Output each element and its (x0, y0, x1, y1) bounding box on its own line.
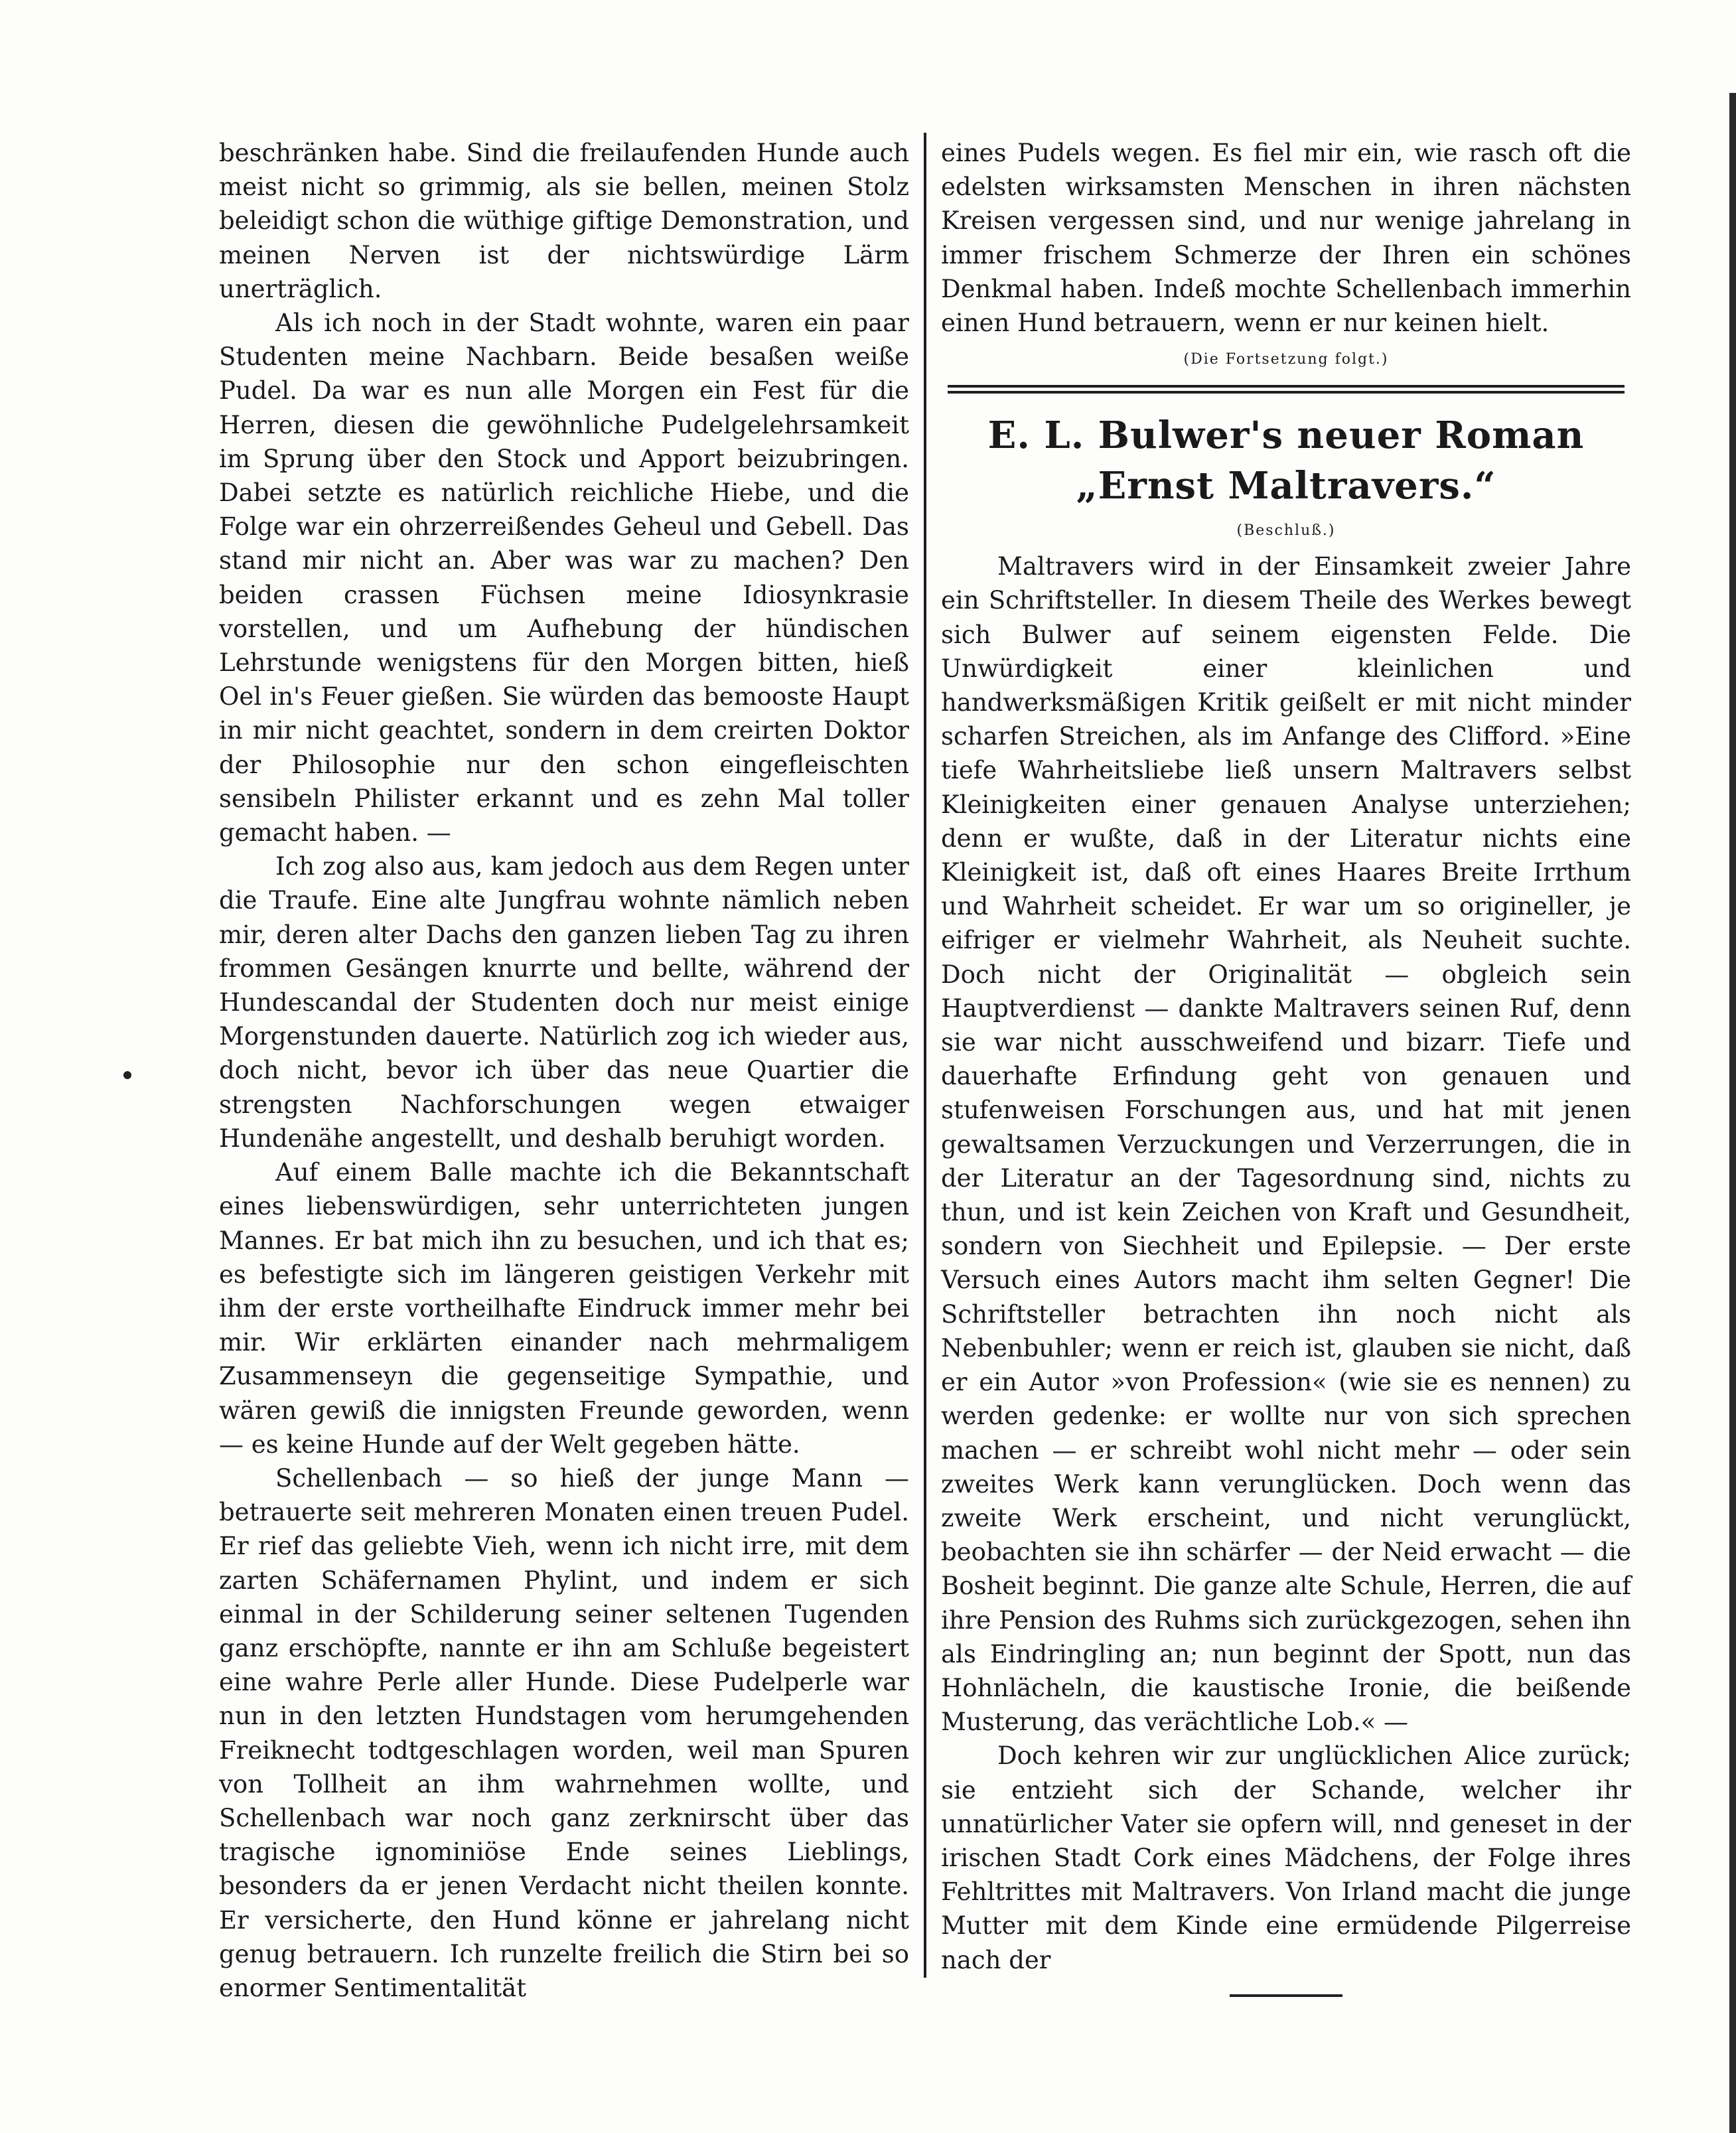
end-rule (1230, 1994, 1342, 1997)
paragraph: Als ich noch in der Stadt wohnte, waren ein paar Studenten meine Nachbarn. Beide besaßen weiße Pudel. Da war es nun alle Morgen ein Fest für die Herren, diesen die gewöhnliche Pudelgelehrsamkeit im Sprung über den Stock und Apport beizubringen. Dabei setzte es natürlich reichliche Hiebe, und die Folge war ein ohrzerreißendes Geheul und Gebell. Das stand mir nicht an. Aber was war zu machen? Den beiden crassen Füchsen meine Idiosynkrasie vorstellen, und um Aufhebung der hündischen Lehrstunde wenigstens für den Morgen bitten, hieß Oel in's Feuer gießen. Sie würden das bemooste Haupt in mir nicht geachtet, sondern in dem creirten Doktor der Philosophie nur den schon eingefleischten sensibeln Philister erkannt und es zehn Mal toller gemacht haben. — (219, 309, 909, 847)
paragraph: Schellenbach — so hieß der junge Mann — betrauerte seit mehreren Monaten einen treuen Pudel. Er rief das geliebte Vieh, wenn ich nicht irre, mit dem zarten Schäfernamen Phylint, und indem er sich einmal in der Schilderung seiner seltenen Tugenden ganz erschöpfte, nannte er ihn am Schluße begeistert eine wahre Perle aller Hunde. Diese Pudelperle war nun in den letzten Hundstagen vom herumgehenden Freiknecht todtgeschlagen worden, weil man Spuren von Tollheit an ihm wahrnehmen wollte, und Schellenbach war noch ganz zerknirscht über das tragische ignominiöse Ende seines Lieblings, besonders da er jenen Verdacht nicht theilen konnte. Er versicherte, den Hund könne er jahrelang nicht genug betrauern. Ich runzelte freilich die Stirn bei so enormer Sentimentalität (219, 1463, 909, 2002)
section-divider (948, 385, 1625, 394)
margin-mark (123, 1071, 131, 1079)
page-edge (1729, 93, 1736, 2133)
column-divider (924, 133, 926, 1978)
paragraph: Auf einem Balle machte ich die Bekanntschaft eines liebenswürdigen, sehr unterrichteten jungen Mannes. Er bat mich ihn zu besuchen, und ich that es; es befestigte sich im längeren geistigen Verkehr mit ihm der erste vortheilhafte Eindruck immer mehr bei mir. Wir erklärten einander nach mehrmaligem Zusammenseyn die gegenseitige Sympathie, und wären gewiß die innigsten Freunde geworden, wenn — es keine Hunde auf der Welt gegeben hätte. (219, 1158, 909, 1459)
left-column (219, 136, 909, 2005)
paragraph: beschränken habe. Sind die freilaufenden Hunde auch meist nicht so grimmig, als sie bellen, meinen Stolz beleidigt schon die wüthige giftige Demonstration, und meinen Nerven ist der nichtswürdige Lärm unerträglich. (219, 139, 909, 303)
paragraph: Maltravers wird in der Einsamkeit zweier Jahre ein Schriftsteller. In diesem Theile des Werkes bewegt sich Bulwer auf seinem eigensten Felde. Die Unwürdigkeit einer kleinlichen und handwerksmäßigen Kritik geißelt er mit nicht minder scharfen Streichen, als im Anfange des Clifford. »Eine tiefe Wahrheitsliebe ließ unsern Maltravers selbst Kleinigkeiten einer genauen Analyse unterziehen; denn er wußte, daß in der Literatur nichts eine Kleinigkeit ist, daß oft eines Haares Breite Irrthum und Wahrheit scheidet. Er war um so origineller, je eifriger er vielmehr Wahrheit, als Neuheit suchte. Doch nicht der Originalität — obgleich sein Hauptverdienst — dankte Maltravers seinen Ruf, denn sie war nicht ausschweifend und bizarr. Tiefe und dauerhafte Erfindung geht von genauen und stufenweisen Forschungen aus, und hat mit jenen gewaltsamen Verzuckungen und Verzerrungen, die in der Literatur an der Tagesordnung sind, nichts zu thun, und ist kein Zeichen von Kraft und Gesundheit, sondern von Siechheit und Epilepsie. — Der erste Versuch eines Autors macht ihm selten Gegner! Die Schriftsteller betrachten ihn noch nicht als Nebenbuhler; wenn er reich ist, glauben sie nicht, daß er ein Autor »von Profession« (wie sie es nennen) zu werden gedenke: er wollte nur von sich sprechen machen — er schreibt wohl nicht mehr — oder sein zweites Werk kann verunglücken. Doch wenn das zweite Werk erscheint, und nicht verunglückt, beobachten sie ihn schärfer — der Neid erwacht — die Bosheit beginnt. Die ganze alte Schule, Herren, die auf ihre Pension des Ruhms sich zurückgezogen, sehen ihn als Eindringling an; nun beginnt der Spott, nun das Hohnlächeln, die kaustische Ironie, die beißende Musterung, das verächtliche Lob.« — (941, 552, 1631, 1737)
article-note: (Beschluß.) (1236, 522, 1336, 540)
continuation-paragraph: eines Pudels wegen. Es fiel mir ein, wie rasch oft die edelsten wirksamsten Menschen in ihren nächsten Kreisen vergessen sind, und nur wenige jahrelang in immer frischem Schmerze der Ihren ein schönes Denkmal haben. Indeß mochte Schellenbach immerhin einen Hund betrauern, wenn er nur keinen hielt. (941, 139, 1631, 338)
paragraph: Doch kehren wir zur unglücklichen Alice zurück; sie entzieht sich der Schande, welcher ihr unnatürlicher Vater sie opfern will, nnd geneset in der irischen Stadt Cork eines Mädchens, der Folge ihres Fehltrittes mit Maltravers. Von Irland macht die junge Mutter mit dem Kinde eine ermüdende Pilgerreise nach der (941, 1741, 1631, 1974)
paragraph: Ich zog also aus, kam jedoch aus dem Regen unter die Traufe. Eine alte Jungfrau wohnte nämlich neben mir, deren alter Dachs den ganzen lieben Tag zu ihren frommen Gesängen knurrte und bellte, während der Hundescandal der Studenten doch nur meist einige Morgenstunden dauerte. Natürlich zog ich wieder aus, doch nicht, bevor ich über das neue Quartier die strengsten Nachforschungen wegen etwaiger Hundenähe angestellt, und deshalb beruhigt worden. (219, 852, 909, 1153)
article-title: E. L. Bulwer's neuer Roman „Ernst Maltravers.“ (987, 413, 1585, 508)
right-column (941, 136, 1631, 1997)
continuation-note: (Die Fortsetzung folgt.) (1183, 351, 1389, 368)
